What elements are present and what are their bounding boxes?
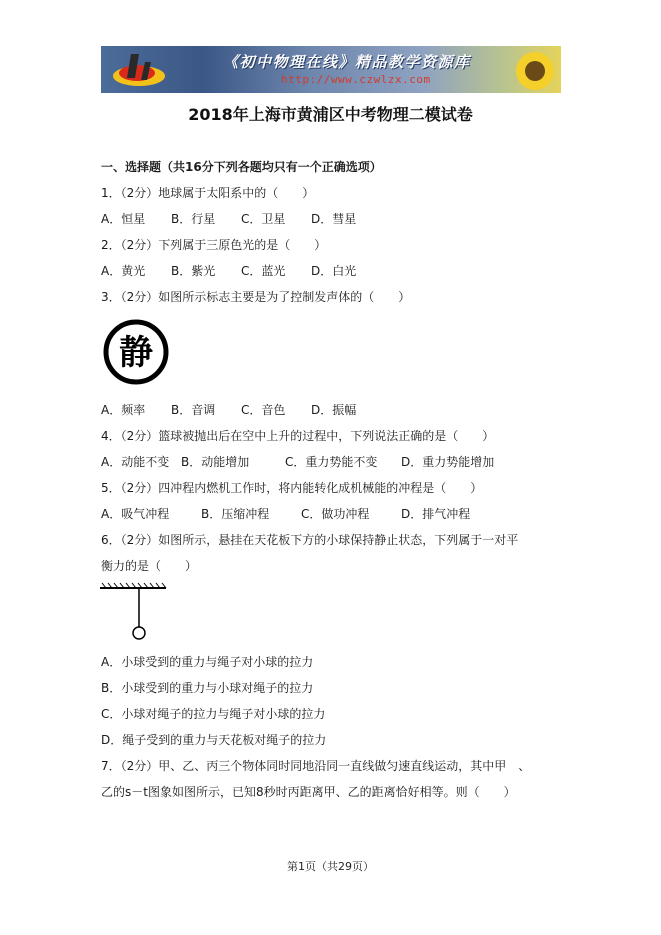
question-3-options — [101, 401, 356, 418]
question-1-options — [101, 210, 356, 227]
question-4-stem: 4．（2分）篮球被抛出后在空中上升的过程中，下列说法正确的是（ ） — [101, 429, 495, 443]
quiet-sign-char: 静 — [119, 333, 153, 373]
quiet-sign-figure — [102, 318, 170, 386]
option-b: B．行星 — [171, 212, 216, 226]
option-d: D．彗星 — [311, 212, 357, 226]
option-c: C．卫星 — [241, 212, 286, 226]
option-d: D．重力势能增加 — [401, 455, 495, 469]
question-1-stem: 1．（2分）地球属于太阳系中的（ ） — [101, 186, 315, 200]
section-heading: 一、选择题（共16分下列各题均只有一个正确选项） — [101, 160, 382, 174]
question-7-stem-line1: 7．（2分）甲、乙、丙三个物体同时同地沿同一直线做匀速直线运动，其中甲 、 — [101, 759, 531, 773]
question-6-stem-line2: 衡力的是（ ） — [101, 559, 198, 573]
banner-url: http://www.czwlzx.com — [281, 73, 431, 86]
site-logo-icon — [109, 48, 171, 92]
option-a: A．频率 — [101, 403, 146, 417]
question-2-stem: 2．（2分）下列属于三原色光的是（ ） — [101, 238, 327, 252]
option-d: D．振幅 — [311, 403, 357, 417]
option-c: C．重力势能不变 — [285, 455, 378, 469]
option-c: C．音色 — [241, 403, 286, 417]
question-6-option-a: A．小球受到的重力与绳子对小球的拉力 — [101, 655, 314, 669]
question-3-stem: 3．（2分）如图所示标志主要是为了控制发声体的（ ） — [101, 290, 411, 304]
page-footer: 第1页（共29页） — [287, 860, 374, 873]
header-banner — [101, 46, 561, 93]
option-a: A．恒星 — [101, 212, 146, 226]
question-5-stem: 5．（2分）四冲程内燃机工作时，将内能转化成机械能的冲程是（ ） — [101, 481, 483, 495]
option-b: B．压缩冲程 — [201, 507, 270, 521]
question-6-option-b: B．小球受到的重力与小球对绳子的拉力 — [101, 681, 314, 695]
option-d: D．白光 — [311, 264, 357, 278]
option-b: B．动能增加 — [181, 455, 250, 469]
question-5-options — [101, 505, 470, 522]
hanging-ball-figure — [100, 582, 172, 644]
option-a: A．黄光 — [101, 264, 146, 278]
banner-slogan: 《初中物理在线》精品教学资源库 — [223, 53, 471, 71]
question-7-stem-line2: 乙的s－t图象如图所示，已知8秒时丙距离甲、乙的距离恰好相等。则（ ） — [101, 785, 516, 799]
option-c: C．做功冲程 — [301, 507, 370, 521]
question-6-option-d: D．绳子受到的重力与天花板对绳子的拉力 — [101, 733, 327, 747]
question-4-options — [101, 453, 494, 470]
question-6-stem-line1: 6．（2分）如图所示，悬挂在天花板下方的小球保持静止状态，下列属于一对平 — [101, 533, 519, 547]
page-title: 2018年上海市黄浦区中考物理二模试卷 — [188, 105, 473, 124]
option-b: B．音调 — [171, 403, 216, 417]
option-c: C．蓝光 — [241, 264, 286, 278]
sunflower-icon — [513, 49, 557, 93]
option-a: A．吸气冲程 — [101, 507, 170, 521]
question-6-option-c: C．小球对绳子的拉力与绳子对小球的拉力 — [101, 707, 326, 721]
option-b: B．紫光 — [171, 264, 216, 278]
question-2-options — [101, 262, 356, 279]
option-a: A．动能不变 — [101, 455, 170, 469]
option-d: D．排气冲程 — [401, 507, 471, 521]
